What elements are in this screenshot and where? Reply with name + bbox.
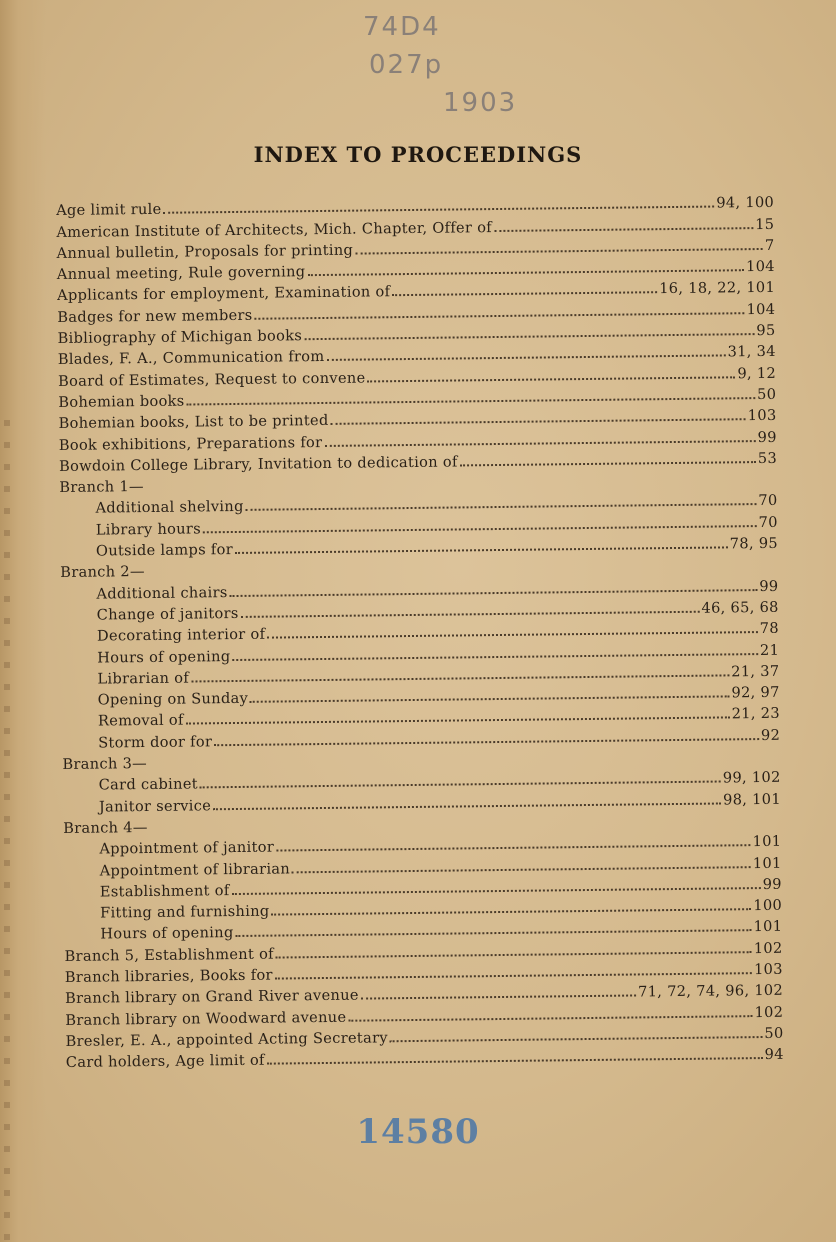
index-term: Bibliography of Michigan books: [57, 327, 303, 348]
index-pages: 101: [752, 854, 782, 872]
index-term: Fitting and furnishing: [100, 902, 270, 922]
index-term: Badges for new members: [57, 306, 253, 326]
index-pages: 50: [764, 1024, 784, 1042]
index-pages: 100: [753, 896, 783, 915]
index-pages: 102: [753, 939, 783, 957]
index-pages: 31, 34: [727, 343, 776, 361]
index-term: Removal of: [97, 712, 184, 730]
index-pages: 78, 95: [729, 534, 779, 553]
index-pages: 21, 37: [731, 662, 780, 681]
index-term: Book exhibitions, Preparations for: [58, 433, 323, 454]
index-term: Decorating interior of: [96, 625, 266, 645]
index-term: Bohemian books: [58, 392, 185, 411]
index-term: Age limit rule: [56, 201, 162, 220]
index-pages: 21: [759, 641, 780, 659]
index-term: Annual meeting, Rule governing: [56, 263, 306, 284]
index-term: Storm door for: [98, 732, 213, 752]
index-term: Janitor service: [98, 796, 212, 816]
index-term: Additional chairs: [96, 583, 228, 603]
index-pages: 53: [757, 449, 778, 467]
index-term: Annual bulletin, Proposals for printing: [56, 241, 354, 262]
index-term: Appointment of janitor: [99, 838, 275, 858]
index-term: Additional shelving: [95, 498, 244, 518]
index-pages: 94, 100: [716, 194, 775, 212]
index-pages: 103: [747, 407, 777, 425]
call-number-line-3: 1903: [443, 88, 518, 118]
index-pages: 92, 97: [731, 683, 780, 702]
index-term: Branch 2—: [60, 563, 145, 582]
index-pages: 95: [756, 321, 776, 340]
dot-leader: [390, 1036, 762, 1042]
index-term: Bowdoin College Library, Invitation to dedication of: [58, 453, 458, 475]
index-term: Branch 3—: [62, 755, 148, 773]
index-term: Blades, F. A., Communication from: [57, 348, 325, 369]
index-term: Library hours: [95, 520, 202, 539]
index-term: Branch library on Grand River avenue: [64, 986, 359, 1008]
index-pages: 16, 18, 22, 101: [659, 279, 776, 298]
index-pages: 101: [752, 833, 782, 851]
dot-leader: [327, 355, 726, 362]
page-edge-wear: [0, 0, 46, 1242]
index-term: Librarian of: [97, 669, 190, 688]
dot-leader: [460, 461, 756, 466]
index-pages: 21, 23: [731, 705, 780, 723]
index-term: Card cabinet: [98, 775, 198, 794]
pencil-mark: [585, 1196, 705, 1226]
index-term: Branch libraries, Books for: [64, 966, 273, 986]
index-pages: 104: [746, 300, 776, 318]
index-term: Change of janitors: [96, 604, 239, 624]
index-pages: 50: [757, 385, 777, 404]
index-pages: 7: [764, 236, 775, 254]
index-pages: 99: [757, 428, 777, 446]
index-pages: 99: [759, 577, 779, 595]
index-term: Branch library on Woodward avenue: [65, 1008, 347, 1029]
index-term: Hours of opening: [97, 647, 231, 667]
index-list: [56, 190, 784, 1071]
index-pages: 92: [760, 726, 781, 744]
page-title: INDEX TO PROCEEDINGS: [253, 142, 583, 167]
dot-leader: [348, 1015, 752, 1022]
dot-leader: [355, 248, 763, 255]
index-term: Establishment of: [99, 881, 230, 901]
index-pages: 102: [754, 1003, 784, 1021]
dot-leader: [267, 1057, 763, 1065]
index-pages: 9, 12: [737, 364, 777, 382]
index-term: Board of Estimates, Request to convene: [57, 369, 366, 390]
index-pages: 15: [755, 215, 775, 233]
index-pages: 78: [759, 620, 780, 638]
index-term: Applicants for employment, Examination of: [57, 283, 391, 305]
index-term: Card holders, Age limit of: [65, 1051, 265, 1072]
index-term: Bresler, E. A., appointed Acting Secretary: [65, 1029, 388, 1050]
dot-leader: [368, 376, 736, 382]
index-term: Branch 5, Establishment of: [64, 945, 274, 965]
accession-stamp: 14580: [356, 1112, 480, 1152]
index-pages: 70: [758, 513, 778, 531]
index-pages: 101: [753, 918, 783, 936]
index-pages: 98, 101: [722, 790, 781, 809]
index-term: Appointment of librarian: [99, 859, 291, 880]
index-pages: 71, 72, 74, 96, 102: [637, 982, 784, 1001]
index-term: Branch 4—: [63, 818, 148, 837]
index-term: Branch 1—: [59, 478, 144, 497]
index-term: Outside lamps for: [95, 541, 234, 560]
index-term: Hours of opening: [100, 924, 234, 943]
index-term: Bohemian books, List to be printed: [58, 412, 329, 433]
index-term: Opening on Sunday: [97, 689, 249, 709]
index-pages: 70: [758, 492, 778, 510]
index-pages: 99, 102: [722, 769, 781, 787]
index-pages: 46, 65, 68: [701, 598, 779, 617]
index-term: American Institute of Architects, Mich. Chapter, Offer of: [56, 218, 493, 241]
index-pages: 99: [762, 875, 782, 893]
dot-leader: [361, 995, 636, 1000]
call-number-line-2: 027p: [369, 50, 444, 80]
index-pages: 94: [764, 1045, 784, 1064]
index-pages: 104: [745, 258, 775, 276]
call-number-line-1: 74D4: [363, 12, 441, 42]
index-pages: 103: [753, 960, 783, 979]
call-number-annotation: [355, 8, 535, 122]
dot-leader: [494, 227, 753, 232]
dot-leader: [392, 292, 657, 297]
